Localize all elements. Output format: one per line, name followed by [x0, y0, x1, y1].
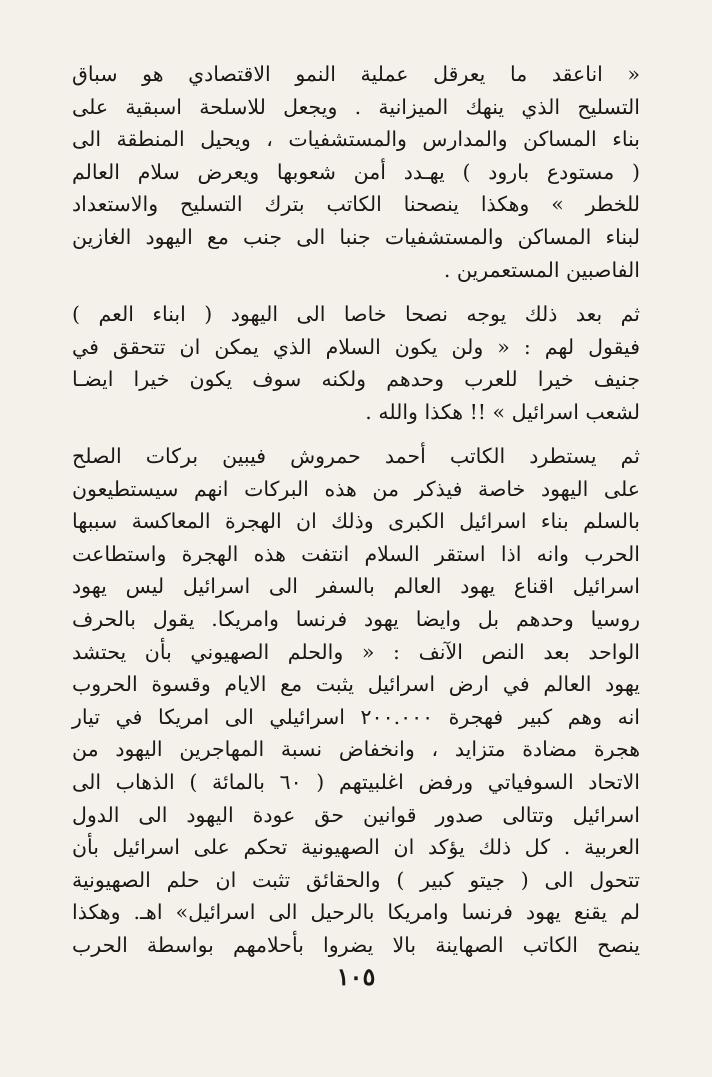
text-line: جنيف خيرا للعرب وحدهم ولكنه سوف يكون خيرا ايضـا [72, 367, 640, 392]
text-line: ينصح الكاتب الصهاينة بالا يضروا بأحلامهم بواسطة الحرب [72, 932, 640, 957]
text-line: للخطر » وهكذا ينصحنا الكاتب بترك التسليح والاستعداد [72, 192, 640, 217]
text-line: التسليح الذي ينهك الميزانية . ويجعل للاسلحة اسبقية على [72, 94, 640, 119]
text-line: اسرائيل اقناع يهود العالم بالسفر الى اسرائيل ليس يهود [72, 574, 640, 599]
paragraph-2 [72, 298, 640, 428]
paragraph-3 [72, 440, 640, 962]
text-line: ثم بعد ذلك يوجه نصحا خاصا الى اليهود ( ابناء العم ) [72, 302, 640, 326]
text-line: ( مستودع بارود ) يهـدد أمن شعوبها ويعرض سلام العالم [72, 159, 640, 184]
text-line: تتحول الى ( جيتو كبير ) والحقائق تثبت ان حلم الصهيونية [72, 867, 640, 892]
text-line: بالسلم بناء اسرائيل الكبرى وذلك ان الهجرة المعاكسة سببها [72, 509, 640, 534]
text-line: الواحد بعد النص الآنف : « والحلم الصهيوني بأن يحتشد [72, 639, 640, 664]
text-line: انه وهم كبير فهجرة ۲۰۰.۰۰۰ اسرائيلي الى امريكا في تيار [72, 704, 641, 729]
text-line: يهود العالم في ارض اسرائيل يثبت مع الايام وقسوة الحروب [72, 672, 640, 697]
text-line: بناء المساكن والمدارس والمستشفيات ، ويحيل المنطقة الى [72, 127, 640, 152]
text-line: الحرب وانه اذا استقر السلام انتفت هذه الهجرة واستطاعت [72, 541, 640, 566]
paragraph-1 [72, 58, 640, 286]
text-line: ثم يستطرد الكاتب أحمد حمروش فيبين بركات الصلح [72, 444, 640, 468]
text-line: الفاصبين المستعمرين . [443, 257, 640, 282]
text-line: اسرائيل وتتالى صدور قوانين حق عودة اليهود الى الدول [72, 802, 640, 827]
text-line: هجرة مضادة متزايد ، وانخفاض نسبة المهاجرين اليهود من [72, 737, 640, 762]
text-line: العربية . كل ذلك يؤكد ان الصهيونية تحكم على اسرائيل بأن [72, 835, 640, 860]
text-line: الاتحاد السوفياتي ورفض اغلبيتهم ( ٦٠ بالمائة ) الذهاب الى [72, 769, 640, 794]
text-line: روسيا وحدهم بل وايضا يهود فرنسا وامريكا. يقول بالحرف [72, 606, 640, 631]
page-number: ١٠٥ [336, 962, 376, 991]
text-line: لم يقنع يهود فرنسا وامريكا بالرحيل الى اسرائيل» اهـ. وهكذا [72, 900, 640, 925]
text-line: لبناء المساكن والمستشفيات جنبا الى جنب مع اليهود الغازين [72, 224, 640, 249]
text-line: فيقول لهم : « ولن يكون السلام الذي يمكن ان تتحقق في [72, 334, 640, 359]
text-line: على اليهود خاصة فيذكر من هذه البركات انهم سيستطيعون [72, 476, 640, 501]
text-line: لشعب اسرائيل » !! هكذا والله . [365, 399, 640, 424]
text-line: « اناعقد ما يعرقل عملية النمو الاقتصادي هو سباق [72, 62, 640, 86]
